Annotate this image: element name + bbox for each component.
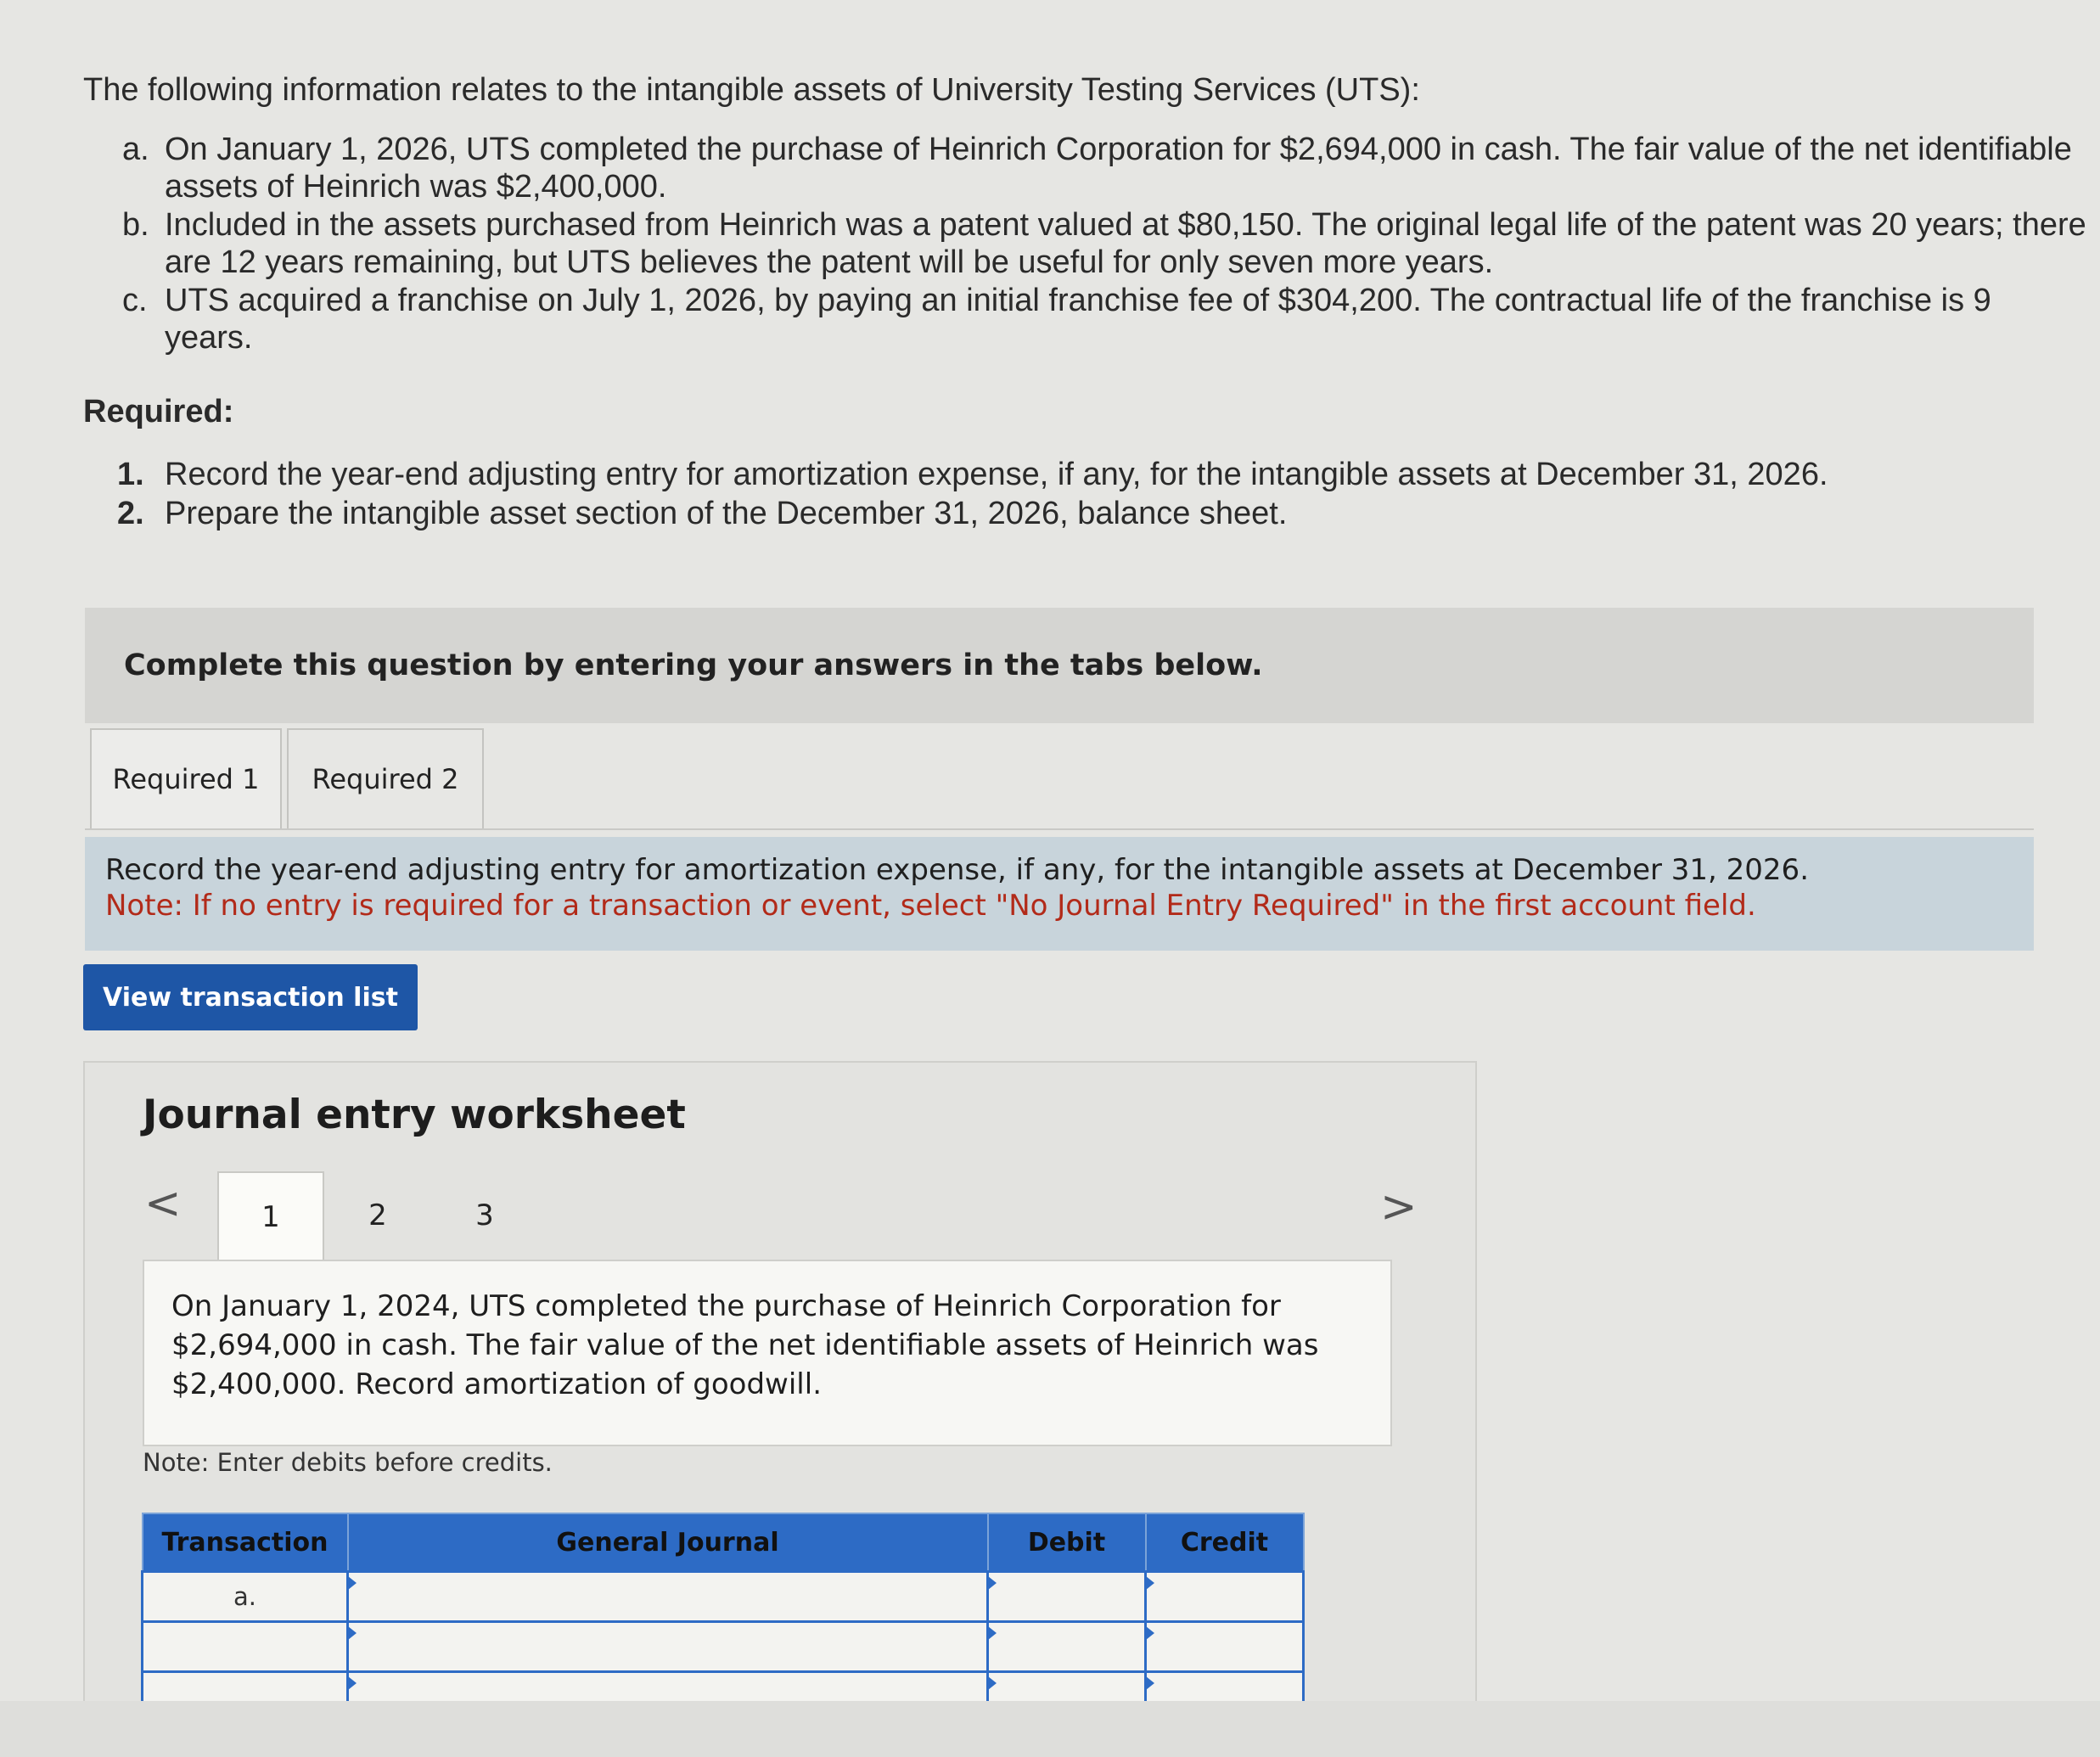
- item-text: Record the year-end adjusting entry for amortization expense, if any, for the intangible assets at December 31, 2026.: [165, 457, 1828, 492]
- problem-intro: The following information relates to the intangible assets of University Testing Services (UTS):: [83, 72, 1420, 108]
- list-item: [83, 494, 2086, 533]
- transaction-cell: [143, 1622, 348, 1672]
- required-list: [83, 455, 2086, 533]
- credit-input[interactable]: [1146, 1572, 1304, 1622]
- debit-input[interactable]: [988, 1572, 1146, 1622]
- list-item: [83, 282, 2086, 356]
- transaction-cell: a.: [143, 1572, 348, 1622]
- item-text: Included in the assets purchased from Heinrich was a patent valued at $80,150. The original legal life of the patent was 20 years; there are 12 years remaining, but UTS believes the patent will be useful for only seven more years.: [165, 207, 2086, 280]
- header-general-journal: General Journal: [348, 1513, 988, 1572]
- item-text: UTS acquired a franchise on July 1, 2026, by paying an initial franchise fee of $304,200. The contractual life of the franchise is 9 years.: [165, 283, 1991, 356]
- tab-required-1[interactable]: Required 1: [90, 728, 282, 828]
- item-marker: 1.: [117, 457, 144, 492]
- list-item: [83, 131, 2086, 205]
- tab-instruction: [85, 837, 2034, 951]
- tabs-divider: [85, 828, 2034, 830]
- account-select[interactable]: [348, 1572, 988, 1622]
- item-marker: 2.: [117, 496, 144, 531]
- worksheet-page-2[interactable]: 2: [368, 1198, 387, 1232]
- transaction-description: [143, 1260, 1392, 1446]
- view-transaction-list-button[interactable]: View transaction list: [83, 964, 418, 1030]
- instruction-text: Record the year-end adjusting entry for amortization expense, if any, for the intangible assets at December 31, 2026.: [105, 853, 1809, 887]
- required-heading: Required:: [83, 394, 234, 429]
- tab-required-2[interactable]: Required 2: [287, 728, 484, 828]
- table-row: [143, 1572, 1304, 1622]
- item-marker: c.: [122, 283, 148, 318]
- table-row: [143, 1622, 1304, 1672]
- account-select[interactable]: [348, 1622, 988, 1672]
- debits-credits-note: Note: Enter debits before credits.: [143, 1448, 553, 1477]
- instructions-banner: Complete this question by entering your answers in the tabs below.: [85, 608, 2034, 723]
- worksheet-page-1[interactable]: 1: [217, 1171, 324, 1261]
- chevron-left-icon[interactable]: <: [144, 1178, 182, 1229]
- problem-statement: [83, 68, 2086, 533]
- chevron-right-icon[interactable]: >: [1380, 1182, 1418, 1232]
- item-text: On January 1, 2026, UTS completed the purchase of Heinrich Corporation for $2,694,000 in cash. The fair value of the net identifiable assets of Heinrich was $2,400,000.: [165, 132, 2072, 205]
- header-credit: Credit: [1146, 1513, 1304, 1572]
- worksheet-page-3[interactable]: 3: [475, 1198, 494, 1232]
- worksheet-title: Journal entry worksheet: [143, 1092, 686, 1138]
- credit-input[interactable]: [1146, 1622, 1304, 1672]
- list-item: [83, 455, 2086, 494]
- header-transaction: Transaction: [143, 1513, 348, 1572]
- problem-facts-list: [83, 131, 2086, 356]
- list-item: [83, 206, 2086, 281]
- journal-table: [141, 1513, 1305, 1723]
- item-marker: b.: [122, 207, 149, 243]
- header-debit: Debit: [988, 1513, 1146, 1572]
- description-text: On January 1, 2024, UTS completed the purchase of Heinrich Corporation for $2,694,000 in cash. The fair value of the net identifiable assets of Heinrich was $2,400,000. Record amortization of goodwill.: [171, 1289, 1319, 1401]
- item-text: Prepare the intangible asset section of the December 31, 2026, balance sheet.: [165, 496, 1288, 531]
- debit-input[interactable]: [988, 1622, 1146, 1672]
- item-marker: a.: [122, 132, 149, 167]
- bottom-edge: [0, 1701, 2100, 1757]
- instruction-note: Note: If no entry is required for a transaction or event, select "No Journal Entry Required" in the first account field.: [105, 889, 1756, 923]
